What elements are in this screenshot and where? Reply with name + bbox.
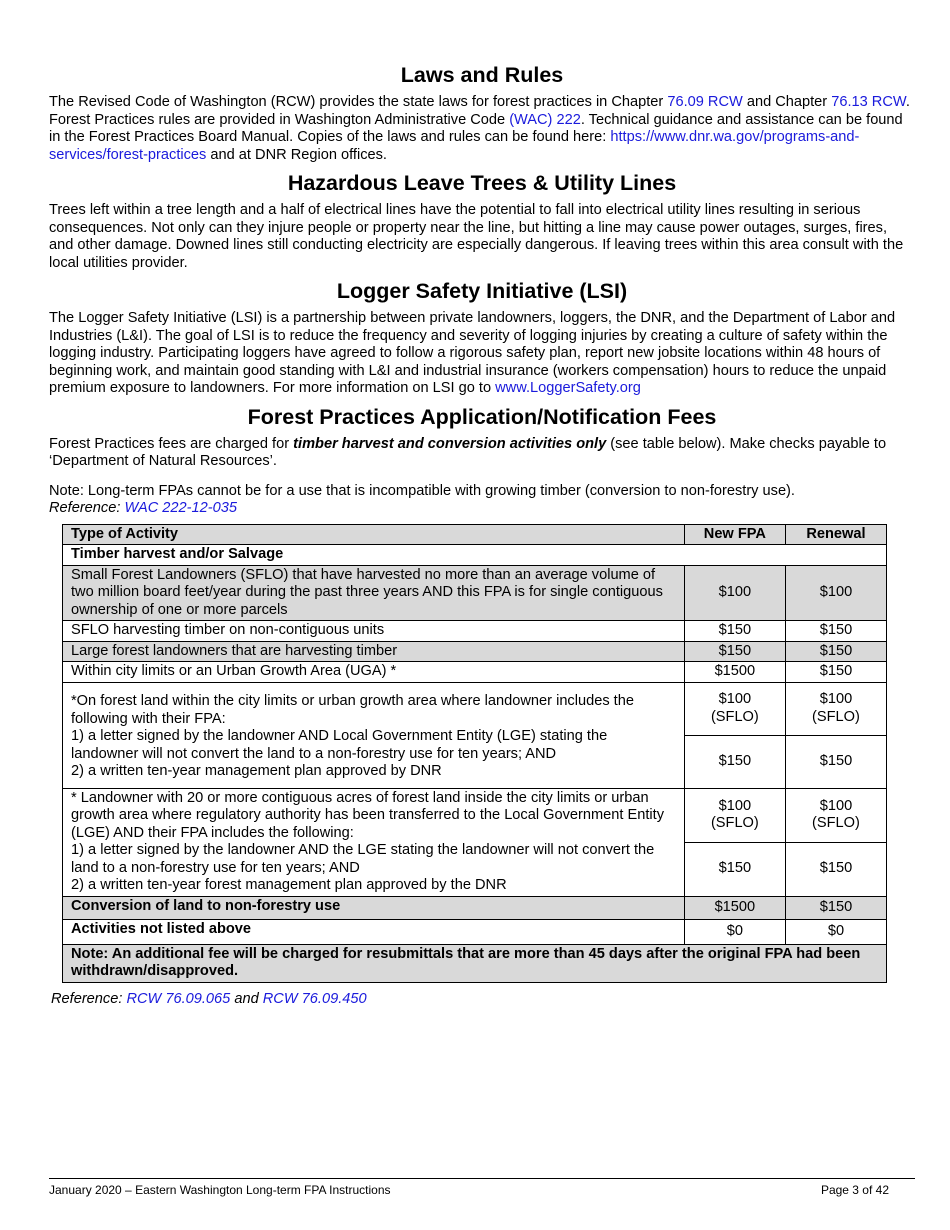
table-row-city-a (63, 682, 887, 735)
table-row (63, 565, 887, 621)
table-row (63, 641, 887, 662)
link-dnr-forest-practices[interactable]: https://www.dnr.wa.gov/programs-and-services/forest-practices (49, 129, 860, 163)
fees-note (49, 483, 915, 518)
row-renewal-fee: $150 (785, 662, 886, 683)
fees-emphasis: timber harvest and conversion activities only (293, 435, 607, 452)
fees-paragraph (49, 436, 915, 471)
lge-new-fee-a: $100 (718, 797, 752, 814)
table-row (63, 662, 887, 683)
lge-new-fee: $150 (684, 842, 785, 896)
conversion-label: Conversion of land to non-forestry use (63, 896, 685, 919)
row-label: SFLO harvesting timber on non-contiguous units (63, 621, 685, 642)
lsi-title: Logger Safety Initiative (LSI) (336, 279, 628, 303)
row-new-fee: $100 (684, 565, 785, 621)
city-renewal-fee-a-note: (SFLO) (812, 708, 860, 725)
header-renewal: Renewal (785, 524, 886, 545)
link-rcw-76-09-065[interactable]: RCW 76.09.065 (126, 990, 231, 1007)
city-new-fee-a-note: (SFLO) (710, 708, 759, 725)
lsi-section (49, 278, 915, 398)
lge-new-fee-a-note: (SFLO) (710, 815, 759, 831)
table-header-row (63, 524, 887, 545)
lge-renewal-fee: $150 (785, 842, 886, 896)
fees-section (49, 404, 915, 518)
city-renewal-fee: $150 (785, 735, 886, 788)
hazard-section (49, 170, 915, 272)
link-rcw-76-09-450[interactable]: RCW 76.09.450 (262, 990, 367, 1007)
laws-text-e: and at DNR Region offices. (206, 146, 387, 163)
not-listed-label: Activities not listed above (63, 919, 685, 944)
hazard-paragraph: Trees left within a tree length and a half of electrical lines have the potential to fall into electrical utility lines resulting in serious consequences. Not only can they injure people or property near the line, but hitting a line may cause power outages, surges, fires, and other damage. Downed lines still conducting electricity are especially dangerous. If leaving trees within this area consult with the local utilities provider. (49, 202, 904, 271)
city-renewal-fee-a: $100 (819, 691, 853, 707)
page-number: Page 3 of 42 (820, 1183, 889, 1197)
not-listed-renewal-fee: $0 (785, 919, 886, 944)
lge-new-fee-sflo (684, 788, 785, 842)
table-note-row (63, 944, 887, 982)
fees-ref-label: Reference: (49, 500, 125, 516)
row-label: Small Forest Landowners (SFLO) that have harvested no more than an average volume of two million board feet/year during the past three years AND this FPA is for single contiguous ownership of one or more parcels (63, 565, 685, 621)
row-label: Large forest landowners that are harvesting timber (63, 641, 685, 662)
table-reference (51, 991, 915, 1007)
city-text-2: 1) a letter signed by the landowner AND Local Government Entity (LGE) stating the landowner will not convert the land to a non-forestry use for ten years; AND (71, 728, 608, 762)
city-new-fee-a: $100 (718, 691, 752, 707)
page-footer (49, 1178, 915, 1197)
city-renewal-fee-sflo (785, 682, 886, 735)
fees-text-a: Forest Practices fees are charged for (49, 435, 294, 452)
header-type: Type of Activity (63, 524, 685, 545)
laws-text-c: . Forest Practices rules are provided in Washington Administrative Code (49, 94, 910, 128)
lge-label (63, 788, 685, 896)
laws-paragraph (49, 94, 915, 164)
table-row-not-listed (63, 919, 887, 944)
city-new-fee-sflo (684, 682, 785, 735)
link-wac-222-12-035[interactable]: WAC 222-12-035 (124, 500, 237, 516)
laws-title: Laws and Rules (400, 63, 564, 87)
link-wac-222[interactable]: (WAC) 222 (509, 111, 581, 128)
fees-table (62, 524, 887, 983)
table-ref-and: and (230, 990, 263, 1007)
resubmittal-note: Note: An additional fee will be charged for resubmittals that are more than 45 days after the original FPA had been withdrawn/disapproved. (63, 944, 887, 982)
fees-text-b: (see table below). Make checks payable to ‘Department of Natural Resources’. (49, 435, 887, 469)
laws-section (49, 62, 915, 164)
link-76-09-rcw[interactable]: 76.09 RCW (667, 94, 743, 110)
fees-note-text: Note: Long-term FPAs cannot be for a use that is incompatible with growing timber (conversion to non-forestry use). (49, 482, 795, 499)
hazard-title: Hazardous Leave Trees & Utility Lines (287, 171, 677, 195)
laws-text-d: . Technical guidance and assistance can be found in the Forest Practices Board Manual. Copies of the laws and rules can be found here: (49, 111, 903, 145)
link-76-13-rcw[interactable]: 76.13 RCW (831, 94, 906, 110)
lge-renewal-fee-sflo (785, 788, 886, 842)
lge-text-1: * Landowner with 20 or more contiguous acres of forest land inside the city limits or urban growth area where regulatory authority has been transferred to the Local Government Entity (LGE) AND their FPA includes the following: (71, 789, 664, 841)
row-renewal-fee: $150 (785, 641, 886, 662)
lge-renewal-fee-a: $100 (819, 797, 853, 814)
table-group-row (63, 545, 887, 566)
fees-title: Forest Practices Application/Notification Fees (247, 404, 717, 429)
city-text-3: 2) a written ten-year management plan approved by DNR (71, 763, 442, 780)
lge-text-2: 1) a letter signed by the landowner AND the LGE stating the landowner will not convert the land to a non-forestry use for ten years; AND (71, 842, 655, 876)
city-new-fee: $150 (684, 735, 785, 788)
footer-title: January 2020 – Eastern Washington Long-term FPA Instructions (49, 1183, 391, 1197)
city-text-1: *On forest land within the city limits or urban growth area where landowner includes the following with their FPA: (71, 693, 634, 727)
lsi-text: The Logger Safety Initiative (LSI) is a partnership between private landowners, loggers, the DNR, and the Department of Labor and Industries (L&I). The goal of LSI is to reduce the frequency and severity of logging injuries by creating a culture of safety within the logging industry. Participating loggers have agreed to follow a rigorous safety plan, report new jobsite locations within 48 hours of beginning work, and maintain good standing with L&I and industrial insurance (workers compensation) hours to reduce the unpaid premium exposure to landowners. For more information on LSI go to (49, 310, 896, 396)
document-page (49, 62, 915, 1007)
row-new-fee: $1500 (684, 662, 785, 683)
table-row-conversion (63, 896, 887, 919)
link-logger-safety[interactable]: www.LoggerSafety.org (495, 380, 641, 396)
table-row (63, 621, 887, 642)
lge-text-3: 2) a written ten-year forest management plan approved by the DNR (71, 877, 507, 893)
row-new-fee: $150 (684, 621, 785, 642)
laws-text-a: The Revised Code of Washington (RCW) provides the state laws for forest practices in Chapter (49, 94, 668, 110)
row-renewal-fee: $150 (785, 621, 886, 642)
group-title: Timber harvest and/or Salvage (63, 545, 887, 566)
row-renewal-fee: $100 (785, 565, 886, 621)
header-new-fpa: New FPA (684, 524, 785, 545)
table-ref-label: Reference: (51, 990, 127, 1007)
table-row-lge-a (63, 788, 887, 842)
not-listed-new-fee: $0 (684, 919, 785, 944)
laws-text-b: and Chapter (742, 94, 832, 110)
lge-renewal-fee-a-note: (SFLO) (812, 815, 860, 831)
conversion-new-fee: $1500 (684, 896, 785, 919)
row-new-fee: $150 (684, 641, 785, 662)
row-label: Within city limits or an Urban Growth Area (UGA) * (63, 662, 685, 683)
lsi-paragraph (49, 310, 915, 398)
city-limits-label (63, 682, 685, 788)
conversion-renewal-fee: $150 (785, 896, 886, 919)
